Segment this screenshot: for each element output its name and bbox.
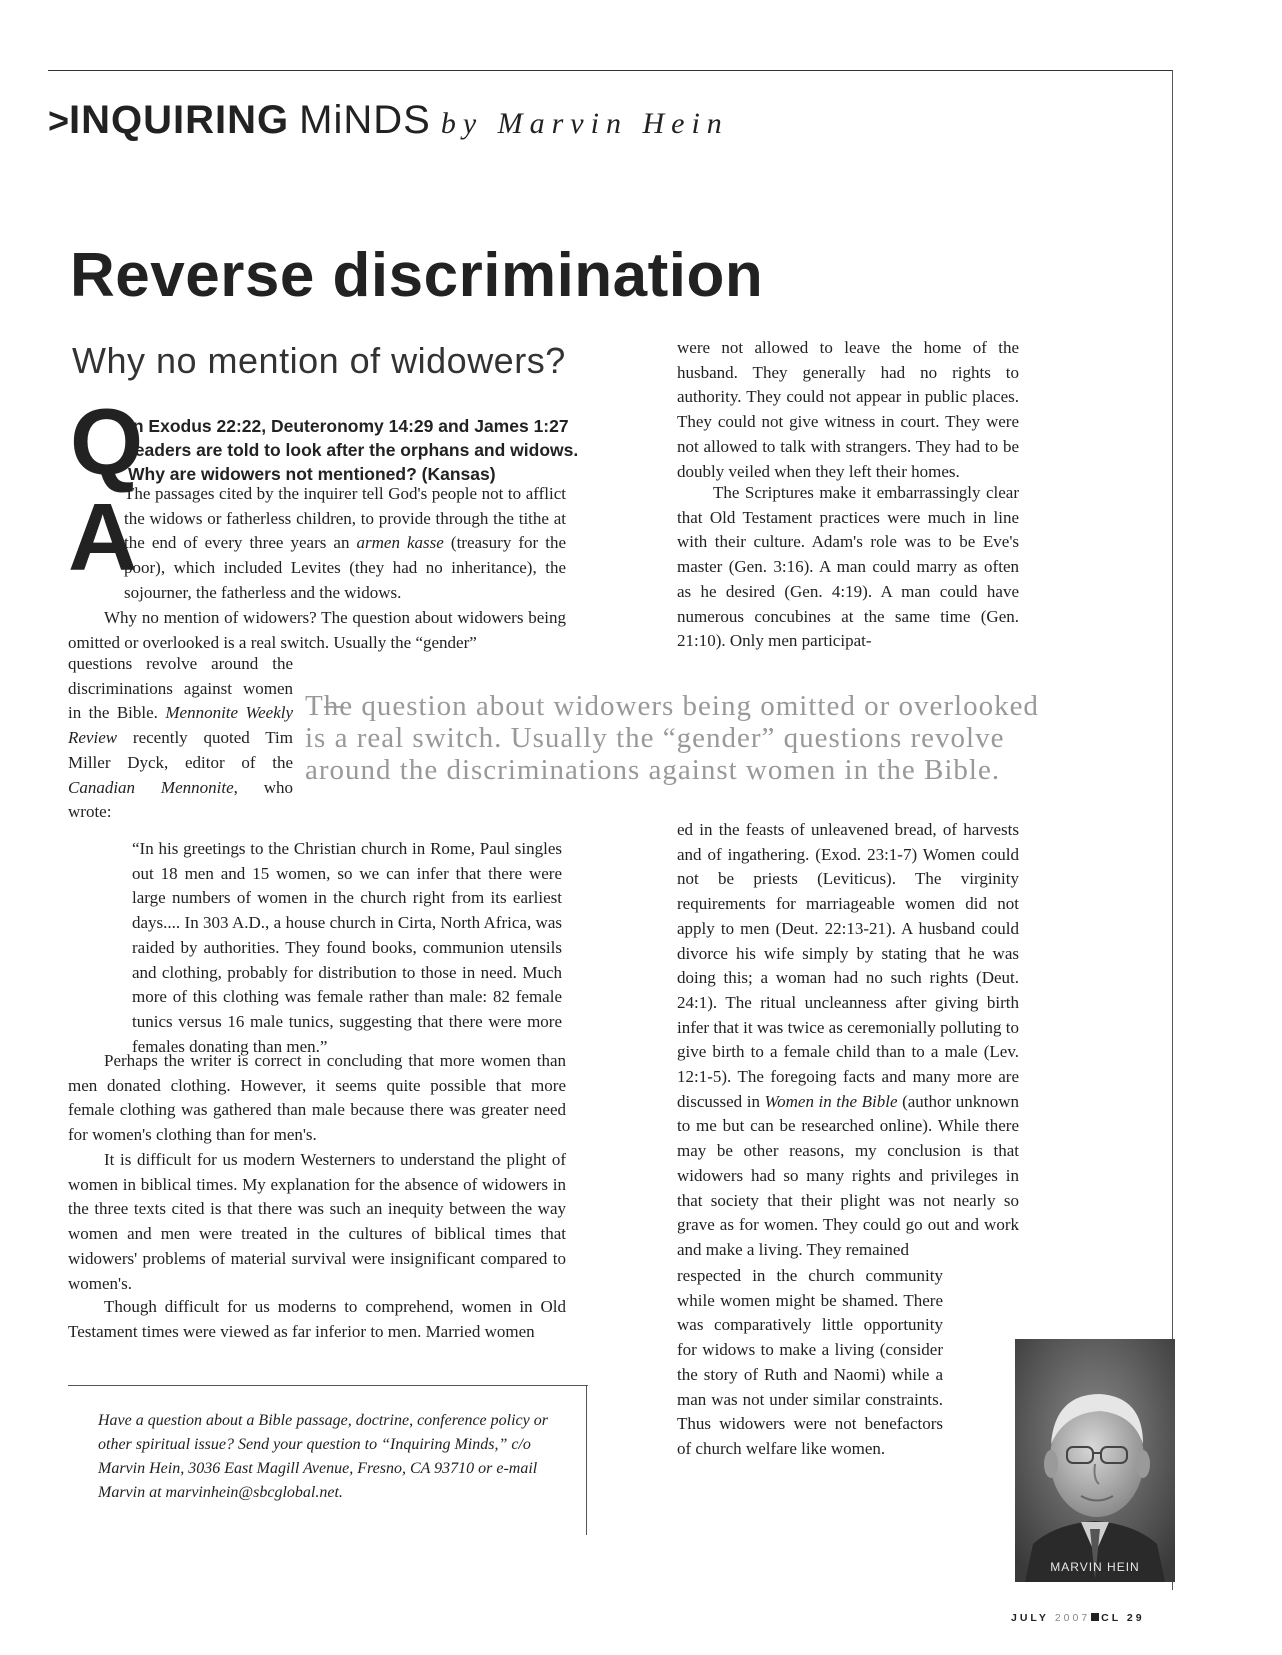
answer-paragraph-5: Though difficult for us moderns to comprehend, women in Old Testament times were viewed as far inferior to men. Married women (68, 1297, 566, 1341)
footer-year: 2007 (1054, 1612, 1091, 1624)
publication-name: Mennonite Weekly Review (68, 703, 294, 748)
publication-name: Canadian Mennonite (68, 777, 234, 797)
right-column-paragraph-2: The Scriptures make it embarrassingly clear that Old Testament practices were much in line with their culture. Adam's role was to be Eve's master (Gen. 3:16). A man could marry as often as he desired (Gen. 4:19). A man could have numerous concubines at the same time (Gen. 21:10). Only men participat- (677, 483, 1019, 651)
footer-month: JULY (1011, 1612, 1049, 1624)
box-top-rule (68, 1385, 588, 1386)
box-right-rule (586, 1385, 587, 1535)
column-title-bold: INQUIRING (69, 98, 290, 142)
byline: by Marvin Hein (440, 107, 729, 140)
answer-paragraph-2-continued: questions revolve around the discriminations against women in the Bible. Mennonite Weekly Review recently quoted Tim Miller Dyck, editor of the Canadian Mennonite, who wrote: (68, 654, 294, 822)
question-initial: Q (70, 389, 144, 494)
page-footer (1011, 1612, 1145, 1624)
answer-paragraph-3: Perhaps the writer is correct in concluding that more women than men donated clothing. However, it seems quite possible that more female clothing was gathered than male because there was greater need for women's clothing than for men's. (68, 1051, 566, 1145)
block-quote: “In his greetings to the Christian church in Rome, Paul singles out 18 men and 15 women, so we can infer that there were large numbers of women in the church right from its earliest days.... In 303 A.D., a house church in Cirta, North Africa, was raided by authorities. They found books, communion utensils and clothing, probably for distribution to those in need. Much more of this clothing was female rather than male: 82 female tunics versus 16 male tunics, suggesting that there were more females donating than men.” (132, 839, 562, 1056)
photo-caption: MARVIN HEIN (1050, 1560, 1140, 1574)
article-subhead: Why no mention of widowers? (72, 340, 566, 381)
reader-question: In Exodus 22:22, Deuteronomy 14:29 and James 1:27 readers are told to look after the orphans and widows. Why are widowers not mentioned? (Kansas) (128, 416, 579, 484)
column-header (48, 98, 729, 143)
answer-paragraph-1: The passages cited by the inquirer tell God's people not to afflict the widows or fatherless children, to provide through the tithe at the end of every three years an armen kasse (treasury for the poor), which included Levites (they had no inheritance), the sojourner, the fatherless and the widows. (124, 484, 567, 602)
answer-initial: A (68, 484, 138, 591)
footer-square-icon (1091, 1613, 1099, 1621)
submission-info-box (68, 1385, 588, 1535)
term-armen-kasse: armen kasse (356, 533, 444, 553)
pull-quote: The question about widowers being omitted or overlooked is a real switch. Usually the “gender” questions revolve around the discriminations against women in the Bible. (305, 690, 1039, 786)
right-column-paragraph-4: respected in the church community while women might be shamed. There was comparatively little opportunity for widows to make a living (consider the story of Ruth and Naomi) while a man was not under similar constraints. Thus widowers were not benefactors of church welfare like women. (677, 1266, 943, 1458)
answer-paragraph-2: Why no mention of widowers? The question about widowers being omitted or overlooked is a real switch. Usually the “gender” (68, 608, 566, 652)
author-photo (1015, 1339, 1175, 1582)
top-rule (48, 70, 1173, 71)
column-title-light: MiNDS (299, 98, 431, 142)
submission-info-text: Have a question about a Bible passage, doctrine, conference policy or other spiritual issue? Send your question to “Inquiring Minds,” c/o Marvin Hein, 3036 East Magill Avenue, Fresno, CA 93710 or e-mail Marvin at marvinhein@sbcglobal.net. (98, 1412, 548, 1501)
right-column-paragraph-1: were not allowed to leave the home of the husband. They generally had no rights to authority. They could not appear in public places. They could not give witness in court. They were not allowed to talk with strangers. They had to be doubly veiled when they left their homes. (677, 338, 1019, 481)
footer-publication-page: CL 29 (1101, 1612, 1145, 1624)
answer-paragraph-4: It is difficult for us modern Westerners to understand the plight of women in biblical times. My explanation for the absence of widowers in the three texts cited is that there was such an inequity between the way women and men were treated in the cultures of biblical times that widowers' problems of material survival were insignificant compared to women's. (68, 1150, 566, 1293)
article-headline: Reverse discrimination (70, 241, 764, 310)
book-title: Women in the Bible (764, 1091, 898, 1111)
right-column-paragraph-3: ed in the feasts of unleavened bread, of harvests and of ingathering. (Exod. 23:1-7) Women could not be priests (Leviticus). The virginity requirements for marriageable women did not apply to men (Deut. 22:13-21). A husband could divorce his wife simply by stating that he was doing this; a woman had no such rights (Deut. 24:1). The ritual uncleanness after giving birth infer that it was twice as ceremonially polluting to give birth to a female child than to a male (Lev. 12:1-5). The foregoing facts and many more are discussed in Women in the Bible (author unknown to me but can be researched online). While there may be other reasons, my conclusion is that widowers had so many rights and privileges in that society that their plight was not nearly so grave as for women. They could go out and work and make a living. They remained (677, 820, 1019, 1259)
column-arrow: > (48, 100, 70, 141)
